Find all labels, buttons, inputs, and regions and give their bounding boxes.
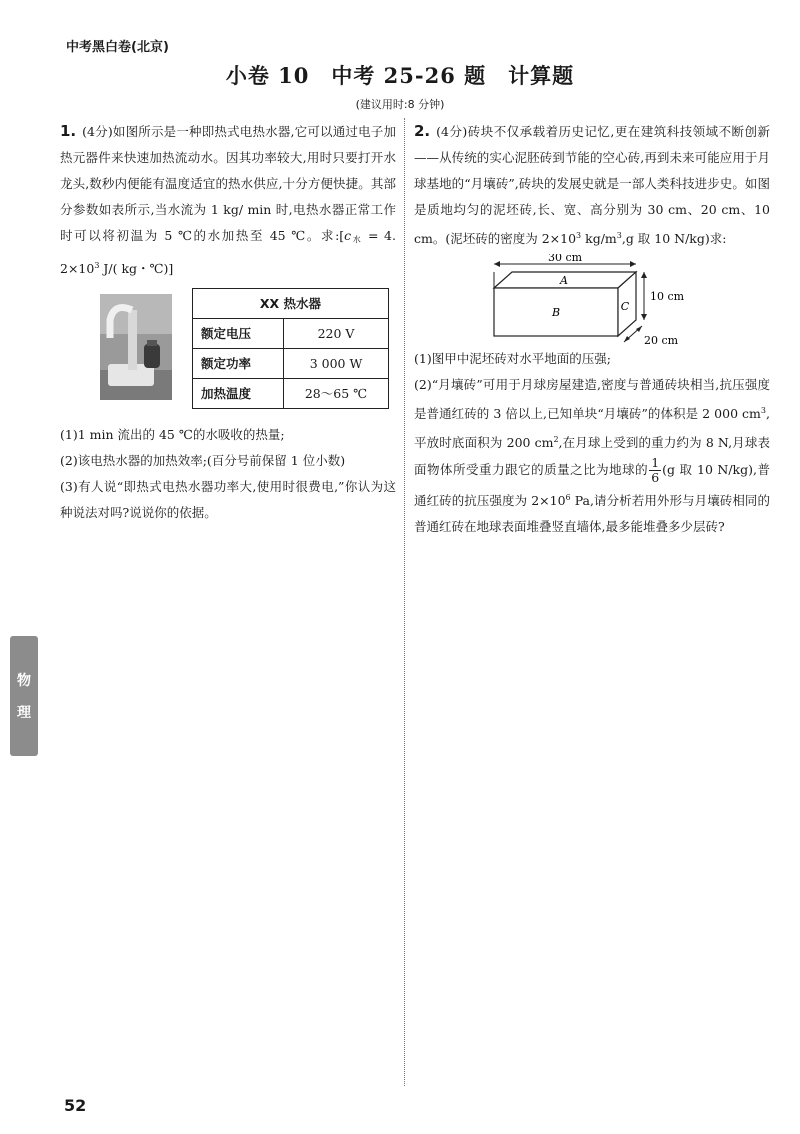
spec-label: 加热温度 [193, 379, 284, 409]
face-b-label: B [551, 306, 561, 319]
table-row [193, 379, 389, 409]
side-tab-char-2: 理 [17, 705, 31, 721]
length-label: 30 cm [547, 254, 583, 264]
column-divider [404, 118, 405, 1086]
table-row [193, 319, 389, 349]
question-2-part-2: (2)“月壤砖”可用于月球房屋建造,密度与普通砖块相当,抗压强度是普通红砖的 3 倍以上,已知单块“月壤砖”的体积是 2 000 $cm^3$,平放时底面积为 200 $cm^2$,在月球上受到的重力约为 8 N,月球表面物体所受重力跟它的质量之比为地球的 $\frac{1}{6}$ (g 取 10 N/kg),普通红砖的抗压强度为 $2\times 10^6$ Pa,请分析若用外形与月壤砖相同的普通红砖在地球表面堆叠竖直墙体,最多能堆叠多少层砖? [414, 377, 770, 534]
question-1 [60, 118, 396, 526]
subject-side-tab [10, 636, 38, 756]
spec-label: 额定功率 [193, 349, 284, 379]
brick-diagram [414, 254, 770, 346]
question-1-part-2: (2)该电热水器的加热效率;(百分号前保留 1 位小数) [60, 453, 346, 468]
question-1-number: 1. [60, 122, 77, 140]
height-label: 10 cm [650, 290, 685, 303]
question-1-intro: 1. (4分)如图所示是一种即热式电热水器,它可以通过电子加热元器件来快速加热流动水。因其功率较大,用时只要打开水龙头,数秒内便能有温度适宜的热水供应,十分方便快捷。其部分参数如表所示,当水流为 1 kg/ min 时,电热水器正常工作时可以将初温为 5 ℃的水加热至 45 ℃。求$:[c_水 = 4$. $2\times 10^3$ J/( kg・℃)] [60, 122, 396, 276]
spec-value: 3 000 W [284, 349, 389, 379]
spec-label: 额定电压 [193, 319, 284, 349]
brick-svg [414, 254, 770, 346]
specific-heat-symbol: c [344, 228, 352, 243]
width-label: 20 cm [644, 334, 679, 346]
page-title: 小卷 10 中考 25-26 题 计算题 [225, 63, 575, 88]
side-tab-char-1: 物 [17, 673, 31, 689]
question-1-part-1: (1)1 min 流出的 45 ℃的水吸收的热量; [60, 427, 285, 442]
heater-spec-table [192, 288, 389, 409]
question-1-part-3: (3)有人说“即热式电热水器功率大,使用时很费电,”你认为这种说法对吗?说说你的依据。 [60, 479, 396, 520]
face-c-label: C [620, 300, 630, 313]
question-2-intro: 2. (4分)砖块不仅承载着历史记忆,更在建筑科技领域不断创新——从传统的实心泥胚砖到节能的空心砖,再到未来可能应用于月球基地的“月壤砖”,砖块的发展史就是一部人类科技进步史。如图是质地均匀的泥坯砖,长、宽、高分别为 30 cm、20 cm、10 cm。(泥坯砖的密度为 $2\times 10^3$ $kg/m^3,g$ 取 10 N/kg)求: [414, 122, 770, 246]
book-series-header: 中考黑白卷(北京) [66, 40, 169, 55]
specific-heat-subscript: 水 [351, 235, 363, 244]
question-2-number: 2. [414, 122, 431, 140]
spec-value: 220 V [284, 319, 389, 349]
water-heater-photo [100, 294, 172, 400]
page-number: 52 [64, 1096, 87, 1115]
spec-table-title: XX 热水器 [193, 289, 389, 319]
question-2 [414, 118, 770, 540]
fraction-one-sixth: $\frac{1}{6}$ [651, 455, 660, 485]
question-2-part-1: (1)图甲中泥坯砖对水平地面的压强; [414, 351, 611, 366]
heater-figure-row [60, 288, 396, 418]
suggested-time: (建议用时:8 分钟) [355, 98, 445, 111]
spec-value: 28～65 ℃ [284, 379, 389, 409]
table-row [193, 349, 389, 379]
face-a-label: A [560, 274, 568, 287]
